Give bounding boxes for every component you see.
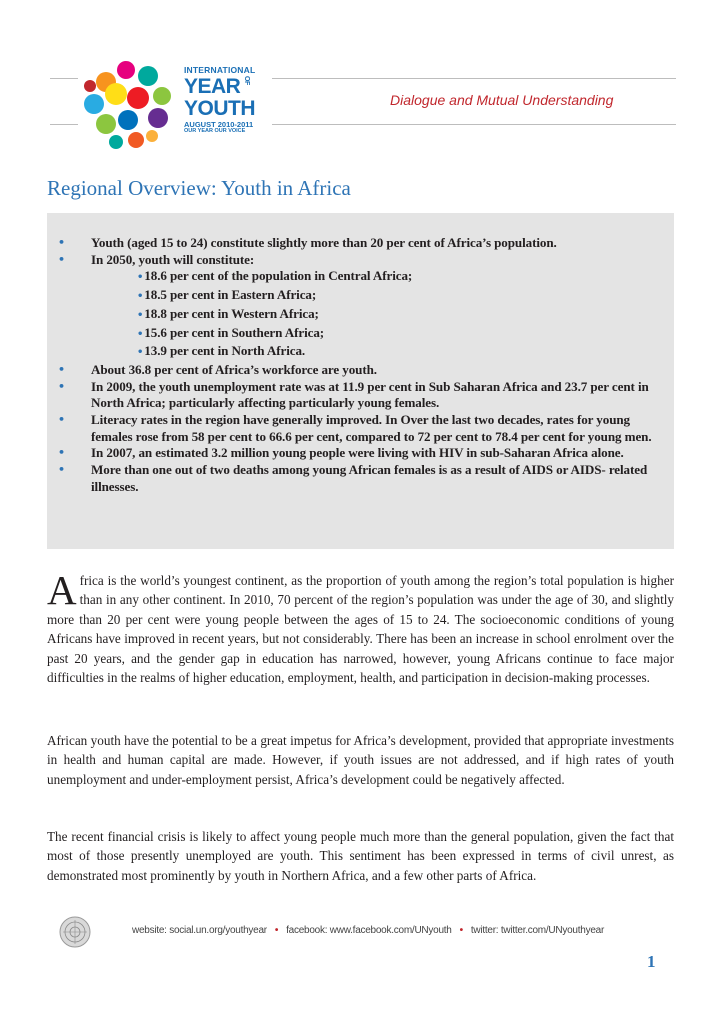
bullet-icon: • [137,328,144,340]
header-rule-left-top [50,78,78,79]
logo-line-year [184,76,255,97]
logo-line-dates: AUGUST 2010-2011 [184,119,254,129]
fact-item: • Literacy rates in the region have generally improved. In Over the last two decades, rates for young females rose from 58 per cent to 66.6 per cent, compared to 72 per cent to 78.4 per cent for young men. [58,412,652,444]
bullet-icon: • [58,362,65,376]
footer-separator: • [274,925,279,936]
fact-item: • In 2050, youth will constitute: [58,251,255,267]
un-emblem-icon [58,915,92,949]
body-paragraph-1: Africa is the world’s youngest continent, as the proportion of youth among the region’s total population is higher than in any other continent. In 2010, 70 percent of the region’s population was under the age of 30, and slightly more than 20 per cent were young people between the ages of 15 to 24. The socioeconomic conditions of young Africans have improved in recent years, but not considerably. There has been an increase in school enrolment over the past 20 years, and the gender gap in education has narrowed, however, young Africans continue to face major difficulties in the realms of higher education, employment, health, and participation in decision-making processes. [47,567,674,686]
fact-item: • Youth (aged 15 to 24) constitute slightly more than 20 per cent of Africa’s population. [58,235,557,250]
header-rule-right-bottom [272,124,676,125]
bullet-icon: • [137,309,144,321]
footer-twitter-link[interactable]: twitter: twitter.com/UNyouthyear [470,925,605,936]
fact-item: • In 2009, the youth unemployment rate was at 11.9 per cent in Sub Saharan Africa and 23.7 per cent in North Africa; particularly affecting particularly young females. [58,378,649,411]
bullet-icon: • [58,236,65,249]
fact-subitem: •15.6 per cent in Southern Africa; [137,324,325,340]
page-number: 1 [647,952,656,971]
bullet-icon: • [58,463,65,477]
header-rule-right-top [272,78,676,79]
fact-item: • More than one out of two deaths among young African females is as a result of AIDS or AIDS- related illnesses. [58,462,648,494]
logo-line-international: INTERNATIONAL [184,65,256,75]
bullet-icon: • [58,413,65,427]
fact-item: • About 36.8 per cent of Africa’s workforce are youth. [58,361,377,377]
footer-links [132,925,604,936]
footer-separator: • [459,925,463,936]
bullet-icon: • [58,446,65,460]
header-rule-left-bottom [50,124,78,125]
facts-box [47,213,674,549]
bullet-icon: • [58,252,65,266]
bullet-icon: • [137,291,144,303]
drop-cap: A [47,567,77,613]
bullet-icon: • [58,379,65,393]
body-paragraph-2: African youth have the potential to be a great impetus for Africa’s development, provided that appropriate investments in health and human capital are made. However, if youth issues are not addressed, and if high rates of youth unemployment and under-employment persist, Africa’s development could be negatively affected. [47,733,674,787]
fact-subitem: •13.9 per cent in North Africa. [137,343,306,359]
youth-year-logo-text [184,66,255,135]
logo-line-slogan: OUR YEAR OUR VOICE [184,128,246,134]
logo-word-of: OF [243,75,251,85]
bullet-icon: • [137,347,144,359]
fact-subitem: •18.8 per cent in Western Africa; [137,305,319,321]
page-title: Regional Overview: Youth in Africa [47,176,351,200]
header-tagline: Dialogue and Mutual Understanding [390,92,614,108]
fact-subitem: •18.6 per cent of the population in Central Africa; [137,268,413,284]
youth-year-logo-bubbles [76,52,186,154]
bullet-icon: • [137,272,144,284]
body-paragraph-3: The recent financial crisis is likely to affect young people much more than the general population, given the fact that most of those presently unemployed are youth. This sentiment has been expressed in terms of civil unrest, as demonstrated most prominently by youth in Northern Africa, and a few other parts of Africa. [47,829,674,883]
logo-line-youth: YOUTH [184,96,255,120]
fact-item: • In 2007, an estimated 3.2 million young people were living with HIV in sub-Saharan Africa alone. [58,445,624,461]
logo-word-year: YEAR [184,74,241,98]
facts-list [47,235,674,496]
fact-subitem: •18.5 per cent in Eastern Africa; [137,287,317,303]
footer-facebook-link[interactable]: facebook: www.facebook.com/UNyouth [286,925,452,936]
footer-website-link[interactable]: website: social.un.org/youthyear [132,925,267,936]
